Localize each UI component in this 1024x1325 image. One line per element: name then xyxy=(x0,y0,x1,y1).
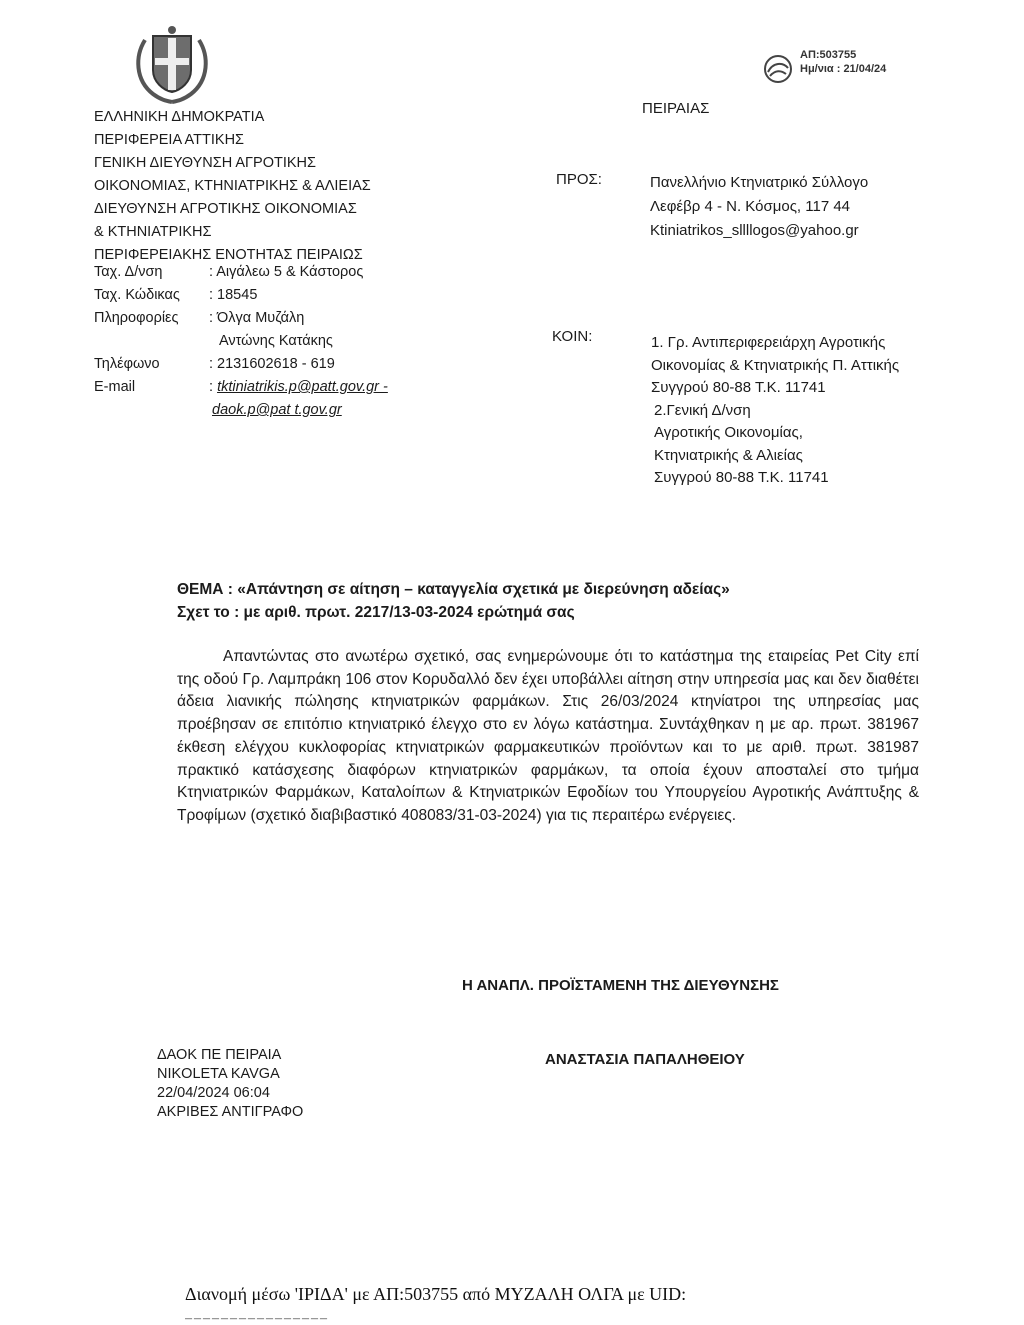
subject-block xyxy=(177,578,730,624)
subject-line: ΘΕΜΑ : «Απάντηση σε αίτηση – καταγγελία σχετικά με διερεύνηση αδείας» xyxy=(177,581,730,598)
info-value-2: Αντώνης Κατάκης xyxy=(219,333,333,349)
org-line: ΠΕΡΙΦΕΡΕΙΑΚΗΣ ΕΝΟΤΗΤΑΣ ΠΕΙΡΑΙΩΣ xyxy=(94,247,363,263)
email-link-1[interactable]: tktiniatrikis.p@patt.gov.gr - xyxy=(217,379,388,395)
protocol-stamp xyxy=(800,48,886,76)
digital-copy-line: 22/04/2024 06:04 xyxy=(157,1085,270,1101)
reference-line: Σχετ το : με αριθ. πρωτ. 2217/13-03-2024 ερώτημά σας xyxy=(177,604,575,621)
protocol-date: Ημ/νια : 21/04/24 xyxy=(800,63,887,75)
distribution-footer: Διανομή μέσω 'ΙΡΙΔΑ' με ΑΠ:503755 από ΜΥΖΑΛΗ ΟΛΓΑ με UID: xyxy=(185,1284,687,1304)
org-line: & ΚΤΗΝΙΑΤΡΙΚΗΣ xyxy=(94,224,212,240)
address-value: : Αιγάλεω 5 & Κάστορος xyxy=(209,264,364,280)
cc-line: 2.Γενική Δ/νση xyxy=(654,401,751,419)
address-label: Ταχ. Δ/νση xyxy=(94,264,163,280)
protocol-number: ΑΠ:503755 xyxy=(800,49,857,61)
cc-line: Συγγρού 80-88 Τ.Κ. 11741 xyxy=(651,379,826,396)
greek-coat-of-arms-emblem xyxy=(133,24,211,104)
postcode-label: Ταχ. Κώδικας xyxy=(94,287,180,303)
city: ΠΕΙΡΑΙΑΣ xyxy=(642,100,710,117)
signatory-name: ΑΝΑΣΤΑΣΙΑ ΠΑΠΑΛΗΘΕΙΟΥ xyxy=(545,1051,745,1068)
org-line: ΟΙΚΟΝΟΜΙΑΣ, ΚΤΗΝΙΑΤΡΙΚΗΣ & ΑΛΙΕΙΑΣ xyxy=(94,178,371,194)
digital-copy-line: ΔΑΟΚ ΠΕ ΠΕΙΡΑΙΑ xyxy=(157,1047,282,1063)
digital-copy-line: NIKOLETA KAVGA xyxy=(157,1066,280,1082)
email-label: E-mail xyxy=(94,379,136,395)
cc-line: 1. Γρ. Αντιπεριφερειάρχη Αγροτικής xyxy=(651,334,886,351)
info-value: : Όλγα Μυζάλη xyxy=(209,310,305,326)
org-line: ΠΕΡΙΦΕΡΕΙΑ ΑΤΤΙΚΗΣ xyxy=(94,132,244,148)
recipient-label: ΠΡΟΣ: xyxy=(556,171,602,188)
phone-value: : 2131602618 - 619 xyxy=(209,356,335,372)
footer-cut-line: –––––––––––––––– xyxy=(185,1311,329,1323)
org-line: ΓΕΝΙΚΗ ΔΙΕΥΘΥΝΣΗ ΑΓΡΟΤΙΚΗΣ xyxy=(94,155,316,171)
email-link-2[interactable]: daok.p@pat t.gov.gr xyxy=(212,402,342,418)
digital-copy-stamp xyxy=(157,1046,303,1122)
cc-line: Κτηνιατρικής & Αλιείας xyxy=(654,446,803,464)
recipient-block xyxy=(650,171,868,243)
postcode-value: : 18545 xyxy=(209,287,258,303)
cc-line: Οικονομίας & Κτηνιατρικής Π. Αττικής xyxy=(651,356,900,374)
org-line: ΕΛΛΗΝΙΚΗ ΔΗΜΟΚΡΑΤΙΑ xyxy=(94,109,265,125)
sender-block xyxy=(94,106,371,267)
recipient-line: Πανελλήνιο Κτηνιατρικό Σύλλογο xyxy=(650,174,869,191)
phone-label: Τηλέφωνο xyxy=(94,356,160,372)
digital-copy-line: ΑΚΡΙΒΕΣ ΑΝΤΙΓΡΑΦΟ xyxy=(157,1104,304,1120)
cc-line: Συγγρού 80-88 Τ.Κ. 11741 xyxy=(654,469,829,486)
signatory-title: Η ΑΝΑΠΛ. ΠΡΟΪΣΤΑΜΕΝΗ ΤΗΣ ΔΙΕΥΘΥΝΣΗΣ xyxy=(462,977,779,994)
iris-stamp-icon xyxy=(763,54,793,84)
sender-contact-details: Ταχ. Δ/νση : Αιγάλεω 5 & Κάστορος Ταχ. Κώδικας : 18545 Πληροφορίες : Όλγα Μυζάλη Αντώνης Κατάκης Τηλέφωνο : 2131602618 - 619 E-mail : tktiniatrikis.p@patt.gov.gr - daok.p@pat t.gov.gr xyxy=(94,261,388,422)
letter-body: Απαντώντας στο ανωτέρω σχετικό, σας ενημερώνουμε ότι το κατάστημα της εταιρείας Pet City επί της οδού Γρ. Λαμπράκη 106 στον Κορυδαλλό δεν έχει υποβάλλει αίτηση στην υπηρεσία μας και δεν διαθέτει άδεια λιανικής πώλησης κτηνιατρικών φαρμάκων. Στις 26/03/2024 κτηνίατροι της υπηρεσίας μας προέβησαν σε επιτόπιο κτηνιατρικό έλεγχο στο εν λόγω κατάστημα. Συντάχθηκαν η με αρ. πρωτ. 381967 έκθεση ελέγχου κυκλοφορίας κτηνιατρικών φαρμακευτικών προϊόντων και το με αριθ. πρωτ. 381987 πρακτικό κατάσχεσης διαφόρων κτηνιατρικών φαρμάκων, τα οποία έχουν αποσταλεί στο τμήμα Κτηνιατρικών Φαρμάκων, Καταλοίπων & Κτηνιατρικών Εφοδίων του Υπουργείου Αγροτικής Ανάπτυξης & Τροφίμων (σχετικό διαβιβαστικό 408083/31-03-2024) για τις περαιτέρω ενέργειες. xyxy=(177,648,919,824)
org-line: ΔΙΕΥΘΥΝΣΗ ΑΓΡΟΤΙΚΗΣ ΟΙΚΟΝΟΜΙΑΣ xyxy=(94,201,357,217)
cc-label: ΚΟΙΝ: xyxy=(552,328,593,345)
cc-line: Αγροτικής Οικονομίας, xyxy=(654,424,803,441)
info-label: Πληροφορίες xyxy=(94,310,179,326)
recipient-line: Λεφέβρ 4 - Ν. Κόσμος, 117 44 xyxy=(650,198,851,215)
recipient-email: Ktiniatrikos_sllllogos@yahoo.gr xyxy=(650,222,859,239)
sender-organization xyxy=(94,106,371,267)
cc-block xyxy=(651,332,899,490)
